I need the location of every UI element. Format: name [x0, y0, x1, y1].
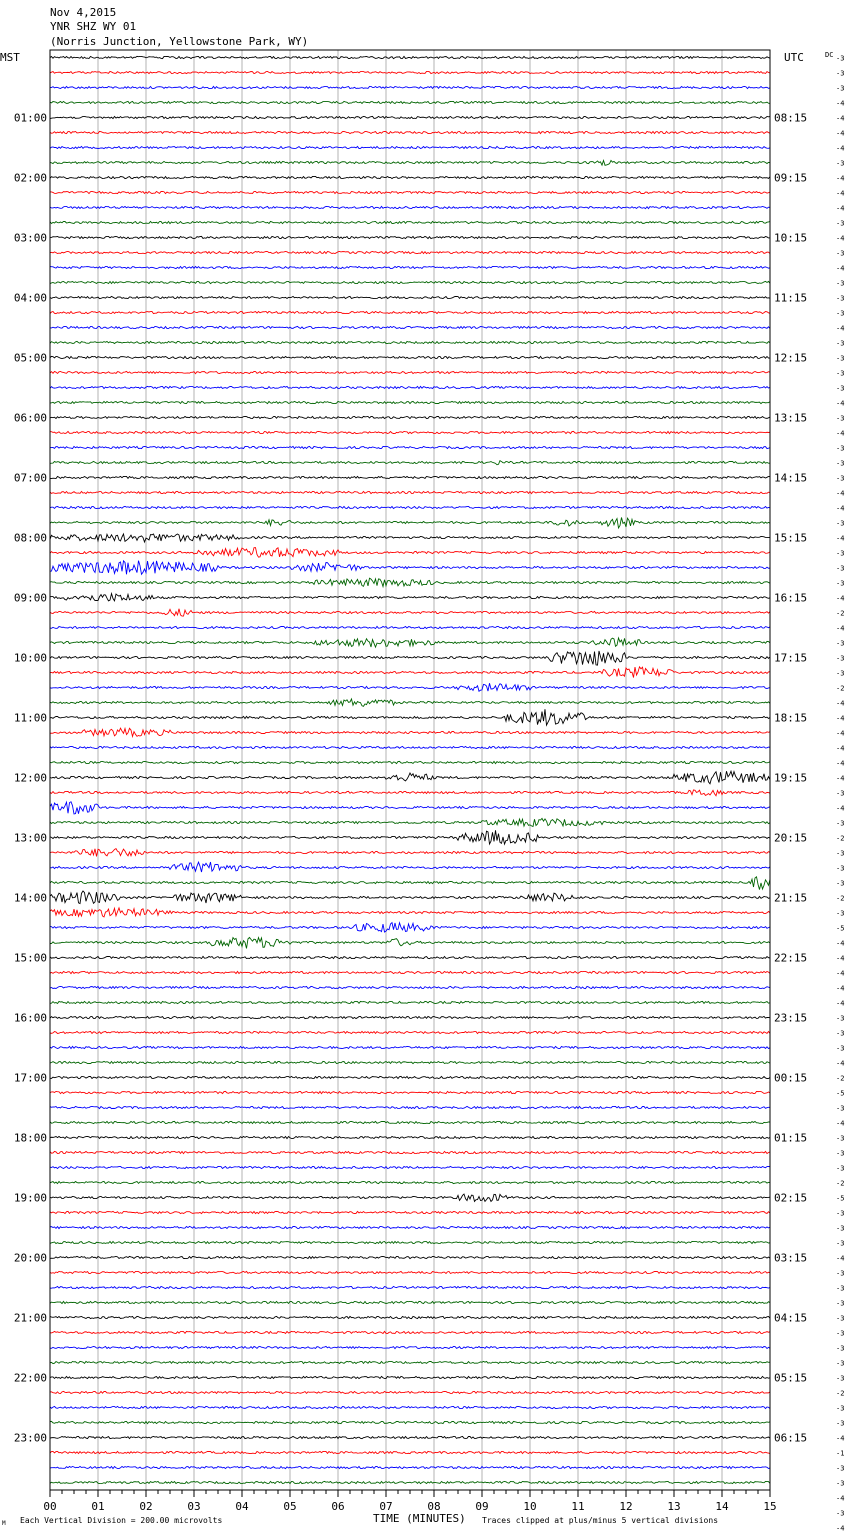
left-timezone-label: MST — [0, 51, 20, 64]
seismic-trace — [50, 1226, 770, 1228]
time-grid — [98, 50, 722, 1490]
seismic-trace — [50, 491, 770, 493]
dc-offset: -4 — [836, 189, 845, 198]
seismic-trace — [50, 191, 770, 193]
dc-offset: -2 — [836, 1389, 845, 1398]
seismic-trace — [50, 1031, 770, 1033]
utc-hour-label: 11:15 — [774, 291, 808, 305]
seismic-trace — [50, 561, 770, 575]
seismic-trace — [50, 1361, 770, 1363]
mst-hour-label: 20:00 — [13, 1251, 47, 1265]
mst-hour-label: 05:00 — [13, 351, 47, 365]
dc-offset: -3 — [836, 1134, 845, 1143]
dc-offset: -3 — [836, 414, 845, 423]
dc-offset: -3 — [836, 1239, 845, 1248]
seismic-trace — [50, 1436, 770, 1438]
dc-offset: -3 — [836, 384, 845, 393]
utc-hour-label: 02:15 — [774, 1191, 808, 1205]
seismic-trace — [50, 1136, 770, 1138]
mst-hour-label: 16:00 — [13, 1011, 47, 1025]
seismic-trace — [50, 1286, 770, 1288]
seismic-trace — [50, 1151, 770, 1153]
mst-hour-label: 06:00 — [13, 411, 47, 425]
dc-offset: -3 — [836, 1104, 845, 1113]
seismic-trace — [50, 891, 770, 904]
seismic-trace — [50, 638, 770, 647]
dc-offset: -2 — [836, 609, 845, 618]
seismic-trace — [50, 1481, 770, 1483]
dc-offset: -3 — [836, 1284, 845, 1293]
dc-offset: -4 — [836, 1119, 845, 1128]
seismic-trace — [50, 1376, 770, 1378]
dc-offset: -2 — [836, 834, 845, 843]
mst-hour-label: 12:00 — [13, 771, 47, 785]
mst-hour-label: 09:00 — [13, 591, 47, 605]
seismic-trace — [50, 416, 770, 418]
seismic-trace — [50, 71, 770, 73]
dc-offset: -4 — [836, 399, 845, 408]
seismic-trace — [50, 518, 770, 528]
mst-hour-label: 02:00 — [13, 171, 47, 185]
dc-offset: -4 — [836, 1254, 845, 1263]
x-tick-label: 09 — [475, 1500, 489, 1513]
dc-offset: -3 — [836, 669, 845, 678]
mst-hour-label: 07:00 — [13, 471, 47, 485]
utc-hour-label: 01:15 — [774, 1131, 808, 1145]
utc-hour-label: 13:15 — [774, 411, 808, 425]
seismic-trace — [50, 326, 770, 328]
dc-offset: -2 — [836, 894, 845, 903]
seismic-trace — [50, 534, 770, 542]
dc-offset: -2 — [836, 1074, 845, 1083]
utc-hour-label: 17:15 — [774, 651, 808, 665]
dc-offset: -4 — [836, 1494, 845, 1503]
dc-offset: -4 — [836, 954, 845, 963]
x-tick-label: 10 — [523, 1500, 537, 1513]
utc-hour-label: 19:15 — [774, 771, 808, 785]
mst-hour-label: 15:00 — [13, 951, 47, 965]
dc-offset: -4 — [836, 264, 845, 273]
seismic-trace — [50, 862, 770, 872]
seismic-trace — [50, 281, 770, 283]
dc-offset: -3 — [836, 249, 845, 258]
seismic-trace — [50, 1061, 770, 1063]
seismic-trace — [50, 594, 770, 601]
right-timezone-label: UTC — [784, 51, 804, 64]
seismic-trace — [50, 311, 770, 313]
dc-offset: -2 — [836, 1179, 845, 1188]
seismic-trace — [50, 86, 770, 88]
seismic-trace — [50, 728, 770, 736]
dc-offset: -4 — [836, 234, 845, 243]
dc-offset: -4 — [836, 759, 845, 768]
dc-offset: -4 — [836, 1524, 845, 1533]
dc-offset: -3 — [836, 219, 845, 228]
dc-offset: -4 — [836, 1059, 845, 1068]
dc-offset: -3 — [836, 1419, 845, 1428]
seismic-trace — [50, 548, 770, 558]
seismic-trace — [50, 683, 770, 691]
x-axis-ticks — [43, 1490, 776, 1513]
dc-offset: -4 — [836, 174, 845, 183]
seismic-trace — [50, 176, 770, 178]
dc-offset: -3 — [836, 909, 845, 918]
dc-offset: -1 — [836, 1449, 845, 1458]
dc-offset: -4 — [836, 999, 845, 1008]
mst-hour-label: 08:00 — [13, 531, 47, 545]
seismic-trace — [50, 431, 770, 433]
seismic-trace — [50, 386, 770, 388]
seismic-trace — [50, 236, 770, 238]
seismic-trace — [50, 1421, 770, 1423]
seismic-trace — [50, 56, 770, 58]
dc-offset: -3 — [836, 1014, 845, 1023]
dc-offset: -4 — [836, 324, 845, 333]
dc-offset: -3 — [836, 519, 845, 528]
seismic-trace — [50, 578, 770, 586]
x-tick-label: 03 — [187, 1500, 201, 1513]
seismic-trace — [50, 771, 770, 784]
utc-hour-label: 14:15 — [774, 471, 808, 485]
seismic-trace — [50, 296, 770, 298]
dc-offset: -3 — [836, 1209, 845, 1218]
seismic-trace — [50, 251, 770, 253]
dc-offset: -3 — [836, 459, 845, 468]
seismic-traces — [50, 56, 770, 1483]
seismic-trace — [50, 221, 770, 223]
seismic-trace — [50, 1331, 770, 1333]
x-tick-label: 15 — [763, 1500, 777, 1513]
seismic-trace — [50, 1406, 770, 1408]
dc-offset: -4 — [836, 699, 845, 708]
dc-offset: -3 — [836, 1404, 845, 1413]
dc-offset: -5 — [836, 1089, 845, 1098]
mst-hour-label: 17:00 — [13, 1071, 47, 1085]
seismic-trace — [50, 371, 770, 373]
seismic-trace — [50, 206, 770, 208]
utc-hour-labels — [774, 112, 807, 1445]
dc-offset: -3 — [836, 1029, 845, 1038]
utc-hour-label: 08:15 — [774, 111, 808, 125]
seismic-trace — [50, 651, 770, 665]
dc-offset: -3 — [836, 354, 845, 363]
dc-offset: -4 — [836, 744, 845, 753]
seismic-trace — [50, 1194, 770, 1201]
utc-hour-label: 21:15 — [774, 891, 808, 905]
seismic-trace — [50, 802, 770, 814]
utc-hour-label: 20:15 — [774, 831, 808, 845]
dc-offset: -4 — [836, 969, 845, 978]
dc-offset: -3 — [836, 1299, 845, 1308]
seismic-trace — [50, 1391, 770, 1393]
dc-offset: -3 — [836, 564, 845, 573]
seismic-trace — [50, 341, 770, 343]
mst-hour-label: 11:00 — [13, 711, 47, 725]
mst-hour-label: 21:00 — [13, 1311, 47, 1325]
dc-offset: -3 — [836, 54, 845, 63]
seismic-trace — [50, 1211, 770, 1213]
x-tick-label: 07 — [379, 1500, 393, 1513]
dc-offset: -3 — [836, 1269, 845, 1278]
dc-offset: -4 — [836, 594, 845, 603]
seismic-trace — [50, 461, 770, 465]
dc-offset: -4 — [836, 429, 845, 438]
dc-offset: -3 — [836, 1464, 845, 1473]
dc-offset: -4 — [836, 984, 845, 993]
seismic-trace — [50, 746, 770, 748]
utc-hour-label: 23:15 — [774, 1011, 808, 1025]
seismic-trace — [50, 790, 770, 796]
seismic-trace — [50, 506, 770, 508]
seismic-trace — [50, 830, 770, 844]
x-tick-label: 12 — [619, 1500, 633, 1513]
x-tick-label: 11 — [571, 1500, 585, 1513]
clip-note: Traces clipped at plus/minus 5 vertical divisions — [482, 1516, 719, 1525]
dc-offset: -4 — [836, 1434, 845, 1443]
dc-offset: -3 — [836, 159, 845, 168]
dc-offset: -3 — [836, 474, 845, 483]
dc-offset: -3 — [836, 1344, 845, 1353]
dc-offset: -3 — [836, 1374, 845, 1383]
mst-hour-label: 18:00 — [13, 1131, 47, 1145]
dc-offset: -3 — [836, 84, 845, 93]
seismic-trace — [50, 923, 770, 932]
seismic-trace — [50, 131, 770, 133]
dc-offset: -4 — [836, 729, 845, 738]
x-tick-label: 06 — [331, 1500, 345, 1513]
seismic-trace — [50, 101, 770, 103]
dc-offset: -3 — [836, 639, 845, 648]
seismic-trace — [50, 266, 770, 268]
seismic-trace — [50, 1106, 770, 1108]
mst-hour-label: 10:00 — [13, 651, 47, 665]
dc-offset: -4 — [836, 489, 845, 498]
x-tick-label: 14 — [715, 1500, 729, 1513]
utc-hour-label: 22:15 — [774, 951, 808, 965]
dc-offset: -3 — [836, 294, 845, 303]
dc-offset: -3 — [836, 864, 845, 873]
x-axis-title: TIME (MINUTES) — [373, 1512, 466, 1525]
x-tick-label: 04 — [235, 1500, 249, 1513]
dc-offset: -4 — [836, 534, 845, 543]
dc-offset: -5 — [836, 924, 845, 933]
dc-offset: -4 — [836, 129, 845, 138]
dc-offset: -3 — [836, 69, 845, 78]
seismic-trace — [50, 1256, 770, 1258]
mst-hour-label: 23:00 — [13, 1431, 47, 1445]
seismic-trace — [50, 1091, 770, 1093]
seismic-trace — [50, 1016, 770, 1018]
dc-offset: -3 — [836, 1149, 845, 1158]
dc-offset: -3 — [836, 549, 845, 558]
dc-offset: -3 — [836, 654, 845, 663]
mst-hour-labels — [14, 112, 47, 1445]
utc-hour-label: 00:15 — [774, 1071, 808, 1085]
dc-offset: -3 — [836, 1509, 845, 1518]
x-tick-label: 08 — [427, 1500, 441, 1513]
dc-offset: -3 — [836, 1314, 845, 1323]
mst-hour-label: 13:00 — [13, 831, 47, 845]
seismic-trace — [50, 609, 770, 616]
seismic-trace — [50, 1301, 770, 1303]
dc-offset: -3 — [836, 339, 845, 348]
dc-offset: -4 — [836, 939, 845, 948]
dc-offset: -3 — [836, 309, 845, 318]
dc-offset: -3 — [836, 1479, 845, 1488]
vertical-scale-note: Each Vertical Division = 200.00 microvolts — [20, 1516, 223, 1525]
dc-offset: -2 — [836, 684, 845, 693]
utc-hour-label: 06:15 — [774, 1431, 808, 1445]
plot-frame — [50, 50, 770, 1490]
seismic-trace — [50, 116, 770, 118]
seismic-trace — [50, 1046, 770, 1048]
seismic-trace — [50, 1076, 770, 1078]
seismic-trace — [50, 160, 770, 165]
seismic-trace — [50, 626, 770, 628]
dc-offset: -4 — [836, 144, 845, 153]
dc-offset: -4 — [836, 804, 845, 813]
seismic-trace — [50, 877, 770, 890]
dc-offset: -4 — [836, 504, 845, 513]
dc-offset: -3 — [836, 1224, 845, 1233]
seismic-trace — [50, 1001, 770, 1003]
seismic-trace — [50, 1271, 770, 1273]
seismic-trace — [50, 1346, 770, 1348]
seismic-trace — [50, 709, 770, 725]
dc-offset: -4 — [836, 99, 845, 108]
x-tick-label: 01 — [91, 1500, 105, 1513]
seismic-trace — [50, 956, 770, 958]
utc-hour-label: 09:15 — [774, 171, 808, 185]
mst-hour-label: 03:00 — [13, 231, 47, 245]
utc-hour-label: 04:15 — [774, 1311, 808, 1325]
seismic-trace — [50, 1121, 770, 1123]
seismic-trace — [50, 1241, 770, 1243]
seismic-trace — [50, 476, 770, 478]
x-tick-label: 05 — [283, 1500, 297, 1513]
utc-hour-label: 05:15 — [774, 1371, 808, 1385]
seismic-trace — [50, 1316, 770, 1318]
x-tick-label: 00 — [43, 1500, 57, 1513]
utc-hour-label: 10:15 — [774, 231, 808, 245]
mst-hour-label: 19:00 — [13, 1191, 47, 1205]
utc-hour-label: 18:15 — [774, 711, 808, 725]
mst-hour-label: 04:00 — [13, 291, 47, 305]
seismic-trace — [50, 818, 770, 826]
seismic-trace — [50, 1451, 770, 1453]
dc-offset: -3 — [836, 879, 845, 888]
dc-offset: -4 — [836, 714, 845, 723]
seismic-trace — [50, 667, 770, 678]
seismic-trace — [50, 971, 770, 973]
station-label: YNR SHZ WY 01 — [50, 20, 137, 33]
dc-offset: -5 — [836, 1194, 845, 1203]
seismic-trace — [50, 401, 770, 403]
seismic-trace — [50, 986, 770, 988]
dc-offset: -4 — [836, 204, 845, 213]
seismic-trace — [50, 761, 770, 763]
dc-offset: -4 — [836, 114, 845, 123]
seismic-trace — [50, 446, 770, 448]
utc-hour-label: 15:15 — [774, 531, 808, 545]
utc-hour-label: 16:15 — [774, 591, 808, 605]
corner-mark: M — [2, 1520, 6, 1527]
seismic-trace — [50, 908, 770, 917]
seismic-trace — [50, 1181, 770, 1183]
seismic-trace — [50, 1166, 770, 1168]
dc-offset: -3 — [836, 1359, 845, 1368]
x-tick-label: 13 — [667, 1500, 681, 1513]
dc-offset: -4 — [836, 774, 845, 783]
seismic-trace — [50, 699, 770, 706]
dc-offset: -3 — [836, 444, 845, 453]
dc-offset: -3 — [836, 819, 845, 828]
mst-hour-label: 01:00 — [13, 111, 47, 125]
seismic-trace — [50, 849, 770, 857]
dc-offset: -3 — [836, 279, 845, 288]
dc-offset: -3 — [836, 1044, 845, 1053]
dc-offset: -4 — [836, 624, 845, 633]
seismic-trace — [50, 937, 770, 948]
utc-hour-label: 03:15 — [774, 1251, 808, 1265]
mst-hour-label: 22:00 — [13, 1371, 47, 1385]
dc-offset-labels — [836, 55, 844, 1534]
dc-offset: -3 — [836, 369, 845, 378]
seismic-trace — [50, 356, 770, 358]
dc-offset: -3 — [836, 849, 845, 858]
dc-offset: -3 — [836, 1164, 845, 1173]
date-label: Nov 4,2015 — [50, 6, 117, 19]
dc-offset: -3 — [836, 579, 845, 588]
mst-hour-label: 14:00 — [13, 891, 47, 905]
dc-offset: -3 — [836, 789, 845, 798]
utc-hour-label: 12:15 — [774, 351, 808, 365]
dc-offset: -3 — [836, 1329, 845, 1338]
dc-header-label: DC — [825, 51, 834, 59]
seismic-trace — [50, 146, 770, 148]
location-label: (Norris Junction, Yellowstone Park, WY) — [50, 35, 309, 48]
x-tick-label: 02 — [139, 1500, 153, 1513]
seismic-trace — [50, 1466, 770, 1468]
